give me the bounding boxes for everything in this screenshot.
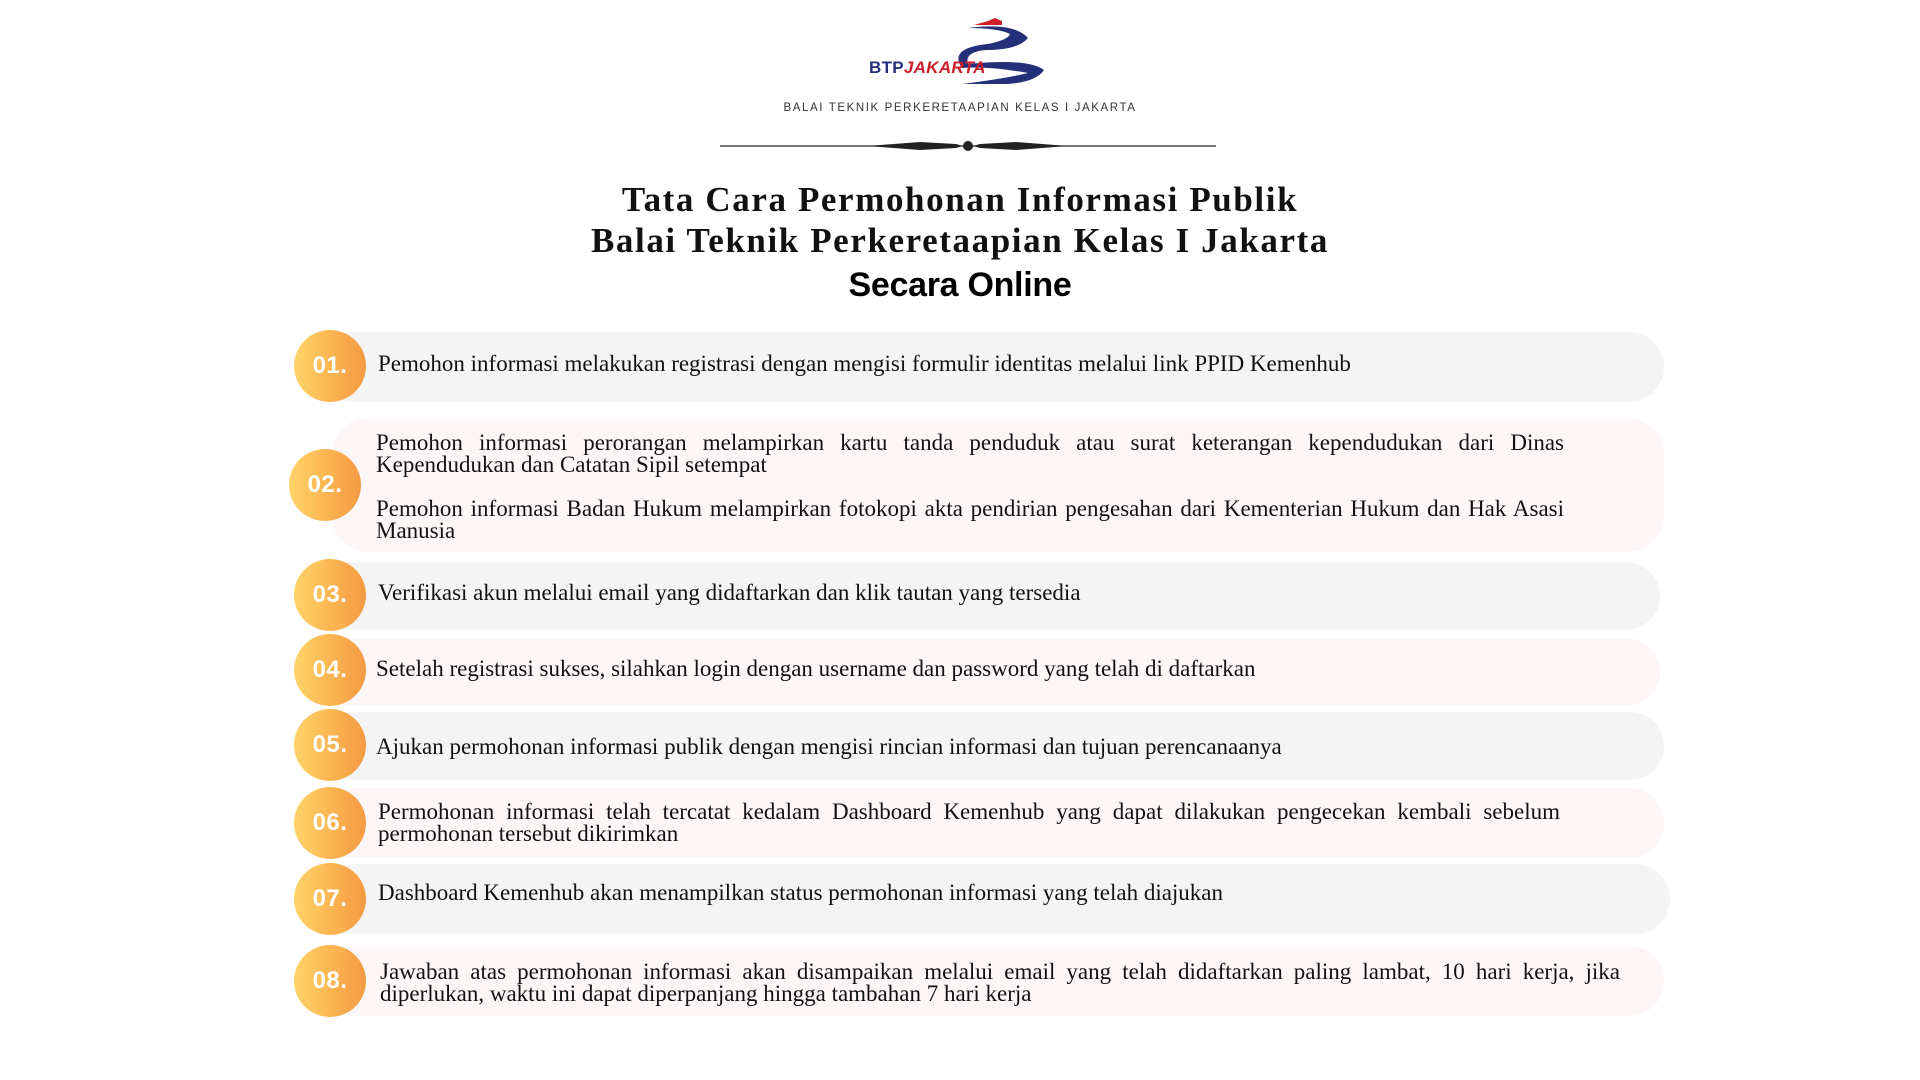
step-number-badge: 01. — [294, 330, 366, 402]
logo-wordmark-btp: BTP — [869, 58, 904, 77]
step-number-badge: 07. — [294, 863, 366, 935]
step-text: Setelah registrasi sukses, silahkan login dengan username dan password yang telah di daftarkan — [376, 656, 1256, 681]
step-number-badge: 02. — [289, 449, 361, 521]
logo-wordmark-jakarta: JAKARTA — [903, 58, 986, 77]
page-title-line-1: Tata Cara Permohonan Informasi Publik — [621, 180, 1299, 219]
page-title-line-3: Secara Online — [848, 266, 1072, 304]
step-number-badge: 04. — [294, 634, 366, 706]
step-number-badge: 06. — [294, 787, 366, 859]
logo-wordmark — [869, 58, 986, 78]
step-text: Pemohon informasi Badan Hukum melampirkan fotokopi akta pendirian pengesahan dari Kementerian Hukum dan Hak Asasi Manusia — [376, 496, 1564, 543]
step-text: Dashboard Kemenhub akan menampilkan status permohonan informasi yang telah diajukan — [378, 880, 1224, 905]
logo-roof-shape — [974, 18, 1002, 25]
step-number-badge: 03. — [294, 559, 366, 631]
step-text: Ajukan permohonan informasi publik dengan mengisi rincian informasi dan tujuan perencanaanya — [376, 734, 1282, 759]
ornamental-divider — [720, 136, 1216, 156]
step-text: Permohonan informasi telah tercatat kedalam Dashboard Kemenhub yang dapat dilakukan pengecekan kembali sebelum permohonan tersebut dikirimkan — [378, 799, 1560, 846]
page-header — [0, 0, 1920, 320]
step-number-badge: 08. — [294, 945, 366, 1017]
organization-subtitle: BALAI TEKNIK PERKERETAAPIAN KELAS I JAKARTA — [783, 102, 1137, 114]
page-title-line-2: Balai Teknik Perkeretaapian Kelas I Jakarta — [590, 221, 1330, 260]
step-text: Pemohon informasi perorangan melampirkan kartu tanda penduduk atau surat keterangan kependudukan dari Dinas Kependudukan dan Catatan Sipil setempat — [376, 430, 1564, 477]
step-text: Pemohon informasi melakukan registrasi dengan mengisi formulir identitas melalui link PPID Kemenhub — [378, 351, 1351, 376]
step-number-badge: 05. — [294, 709, 366, 781]
step-text: Jawaban atas permohonan informasi akan disampaikan melalui email yang telah didaftarkan paling lambat, 10 hari kerja, jika diperlukan, waktu ini dapat diperpanjang hingga tambahan 7 hari kerja — [380, 959, 1620, 1006]
step-text: Verifikasi akun melalui email yang didaftarkan dan klik tautan yang tersedia — [378, 580, 1081, 605]
